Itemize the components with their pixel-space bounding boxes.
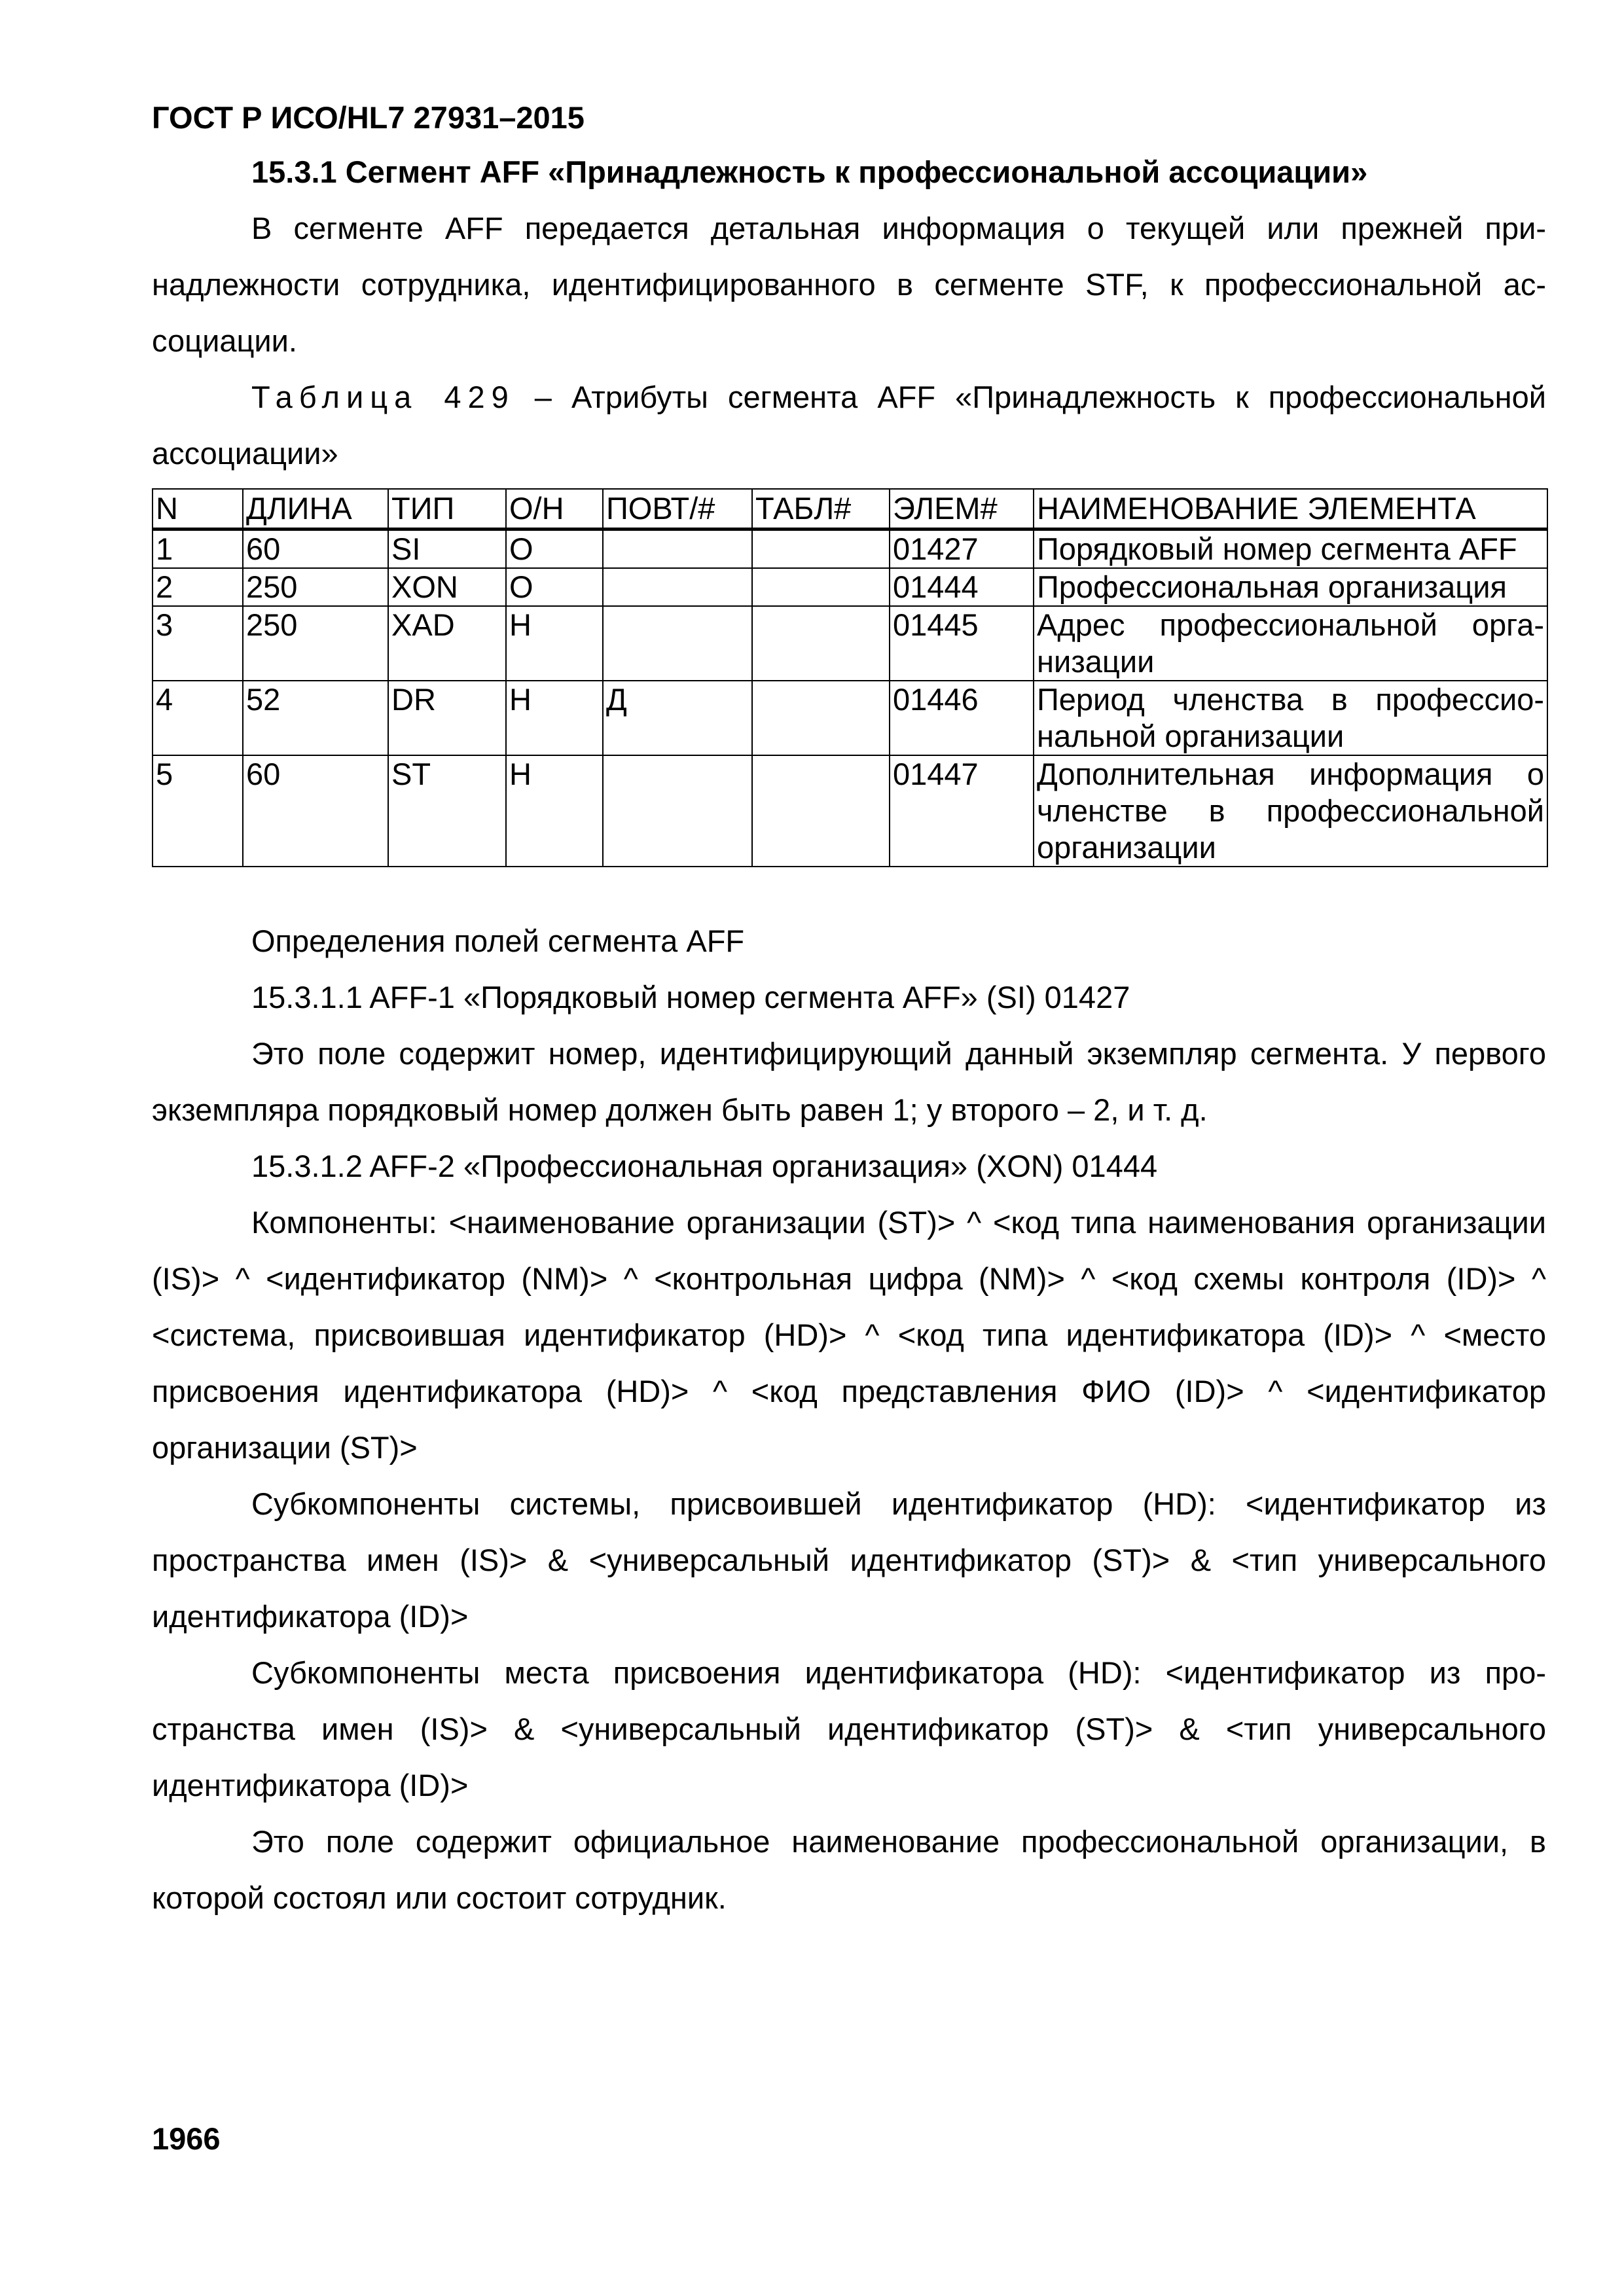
table-cell: ST bbox=[388, 755, 506, 867]
table-cell bbox=[603, 755, 752, 867]
section-intro: В сегменте AFF передается детальная информация о текущей или прежней принадлежности сотрудника, идентифицированного в сегменте STF, к профессиональной ассоциации. bbox=[152, 211, 1546, 358]
document-header: ГОСТ Р ИСО/HL7 27931–2015 bbox=[152, 100, 585, 135]
column-header: ЭЛЕМ# bbox=[890, 489, 1034, 529]
table-cell: Порядковый номер сегмента AFF bbox=[1034, 529, 1547, 569]
table-cell bbox=[752, 529, 890, 569]
table-cell: 250 bbox=[243, 568, 388, 606]
table-cell: Период членства в профессиональной организации bbox=[1034, 681, 1547, 755]
column-header: ТИП bbox=[388, 489, 506, 529]
column-header: О/Н bbox=[506, 489, 603, 529]
table-caption-label: Таблица 429 bbox=[251, 380, 515, 414]
table-cell: 60 bbox=[243, 529, 388, 569]
field-heading-aff-2: 15.3.1.2 AFF-2 «Профессиональная организация» (XON) 01444 bbox=[251, 1149, 1158, 1183]
table-row bbox=[153, 755, 1547, 867]
table-cell bbox=[752, 568, 890, 606]
page-number: 1966 bbox=[152, 2121, 221, 2156]
table-cell: Н bbox=[506, 755, 603, 867]
table-cell: О bbox=[506, 568, 603, 606]
table-cell bbox=[752, 606, 890, 681]
table-cell bbox=[752, 755, 890, 867]
table-cell: 4 bbox=[153, 681, 243, 755]
table-cell: XAD bbox=[388, 606, 506, 681]
table-cell: 250 bbox=[243, 606, 388, 681]
table-cell: 01447 bbox=[890, 755, 1034, 867]
table-cell: 01427 bbox=[890, 529, 1034, 569]
fields-definitions-heading: Определения полей сегмента AFF bbox=[251, 924, 745, 958]
column-header: НАИМЕНОВАНИЕ ЭЛЕМЕНТА bbox=[1034, 489, 1547, 529]
attributes-table bbox=[152, 488, 1548, 867]
table-cell: 1 bbox=[153, 529, 243, 569]
table-row bbox=[153, 606, 1547, 681]
table-cell: 52 bbox=[243, 681, 388, 755]
table-cell: 2 bbox=[153, 568, 243, 606]
table-row bbox=[153, 529, 1547, 569]
table-cell: Адрес профессиональной организации bbox=[1034, 606, 1547, 681]
table-row bbox=[153, 681, 1547, 755]
table-cell: Н bbox=[506, 606, 603, 681]
table-cell: SI bbox=[388, 529, 506, 569]
column-header: ТАБЛ# bbox=[752, 489, 890, 529]
document-page bbox=[152, 92, 1546, 1926]
table-cell: О bbox=[506, 529, 603, 569]
table-cell bbox=[603, 529, 752, 569]
table-caption-text: – Атрибуты сегмента AFF «Принадлежность к профессиональной ассоциации» bbox=[152, 380, 1546, 471]
subcomponents-system-paragraph: Субкомпоненты системы, присвоившей идентификатор (HD): <идентификатор из пространства имен (IS)> & <универсальный идентификатор (ST)> & <тип универсального идентификатора (ID)> bbox=[152, 1486, 1546, 1634]
table-cell: 60 bbox=[243, 755, 388, 867]
section-title: 15.3.1 Сегмент AFF «Принадлежность к профессиональной ассоциации» bbox=[251, 154, 1368, 189]
table-cell bbox=[603, 606, 752, 681]
table-cell bbox=[603, 568, 752, 606]
components-paragraph: Компоненты: <наименование организации (ST)> ^ <код типа наименования организации (IS)> ^ <идентификатор (NM)> ^ <контрольная цифра (NM)> ^ <код схемы контроля (ID)> ^ <система, присвоившая идентификатор (HD)> ^ <код типа идентификатора (ID)> ^ <место присвоения идентификатора (HD)> ^ <код представления ФИО (ID)> ^ <идентификатор организации (ST)> bbox=[152, 1205, 1546, 1465]
field-description-aff-2: Это поле содержит официальное наименование профессиональной организации, в которой состоял или состоит сотрудник. bbox=[152, 1824, 1546, 1915]
table-cell: Профессиональная организация bbox=[1034, 568, 1547, 606]
table-header-row bbox=[153, 489, 1547, 529]
column-header: ДЛИНА bbox=[243, 489, 388, 529]
column-header: N bbox=[153, 489, 243, 529]
field-description-aff-1: Это поле содержит номер, идентифицирующий данный экземпляр сегмента. У первого экземпляра порядковый номер должен быть равен 1; у второго – 2, и т. д. bbox=[152, 1036, 1546, 1127]
table-caption bbox=[152, 369, 1546, 482]
table-cell: 01446 bbox=[890, 681, 1034, 755]
field-heading-aff-1: 15.3.1.1 AFF-1 «Порядковый номер сегмента AFF» (SI) 01427 bbox=[251, 980, 1130, 1014]
table-cell: Дополнительная информация о членстве в профессиональной организации bbox=[1034, 755, 1547, 867]
table-cell: Н bbox=[506, 681, 603, 755]
table-row bbox=[153, 568, 1547, 606]
table-cell: DR bbox=[388, 681, 506, 755]
table-cell: XON bbox=[388, 568, 506, 606]
table-cell: 3 bbox=[153, 606, 243, 681]
subcomponents-place-paragraph: Субкомпоненты места присвоения идентификатора (HD): <идентификатор из пространства имен (IS)> & <универсальный идентификатор (ST)> & <тип универсального идентификатора (ID)> bbox=[152, 1655, 1546, 1803]
table-cell: 01444 bbox=[890, 568, 1034, 606]
column-header: ПОВТ/# bbox=[603, 489, 752, 529]
table-cell: Д bbox=[603, 681, 752, 755]
table-cell: 01445 bbox=[890, 606, 1034, 681]
table-cell bbox=[752, 681, 890, 755]
table-cell: 5 bbox=[153, 755, 243, 867]
